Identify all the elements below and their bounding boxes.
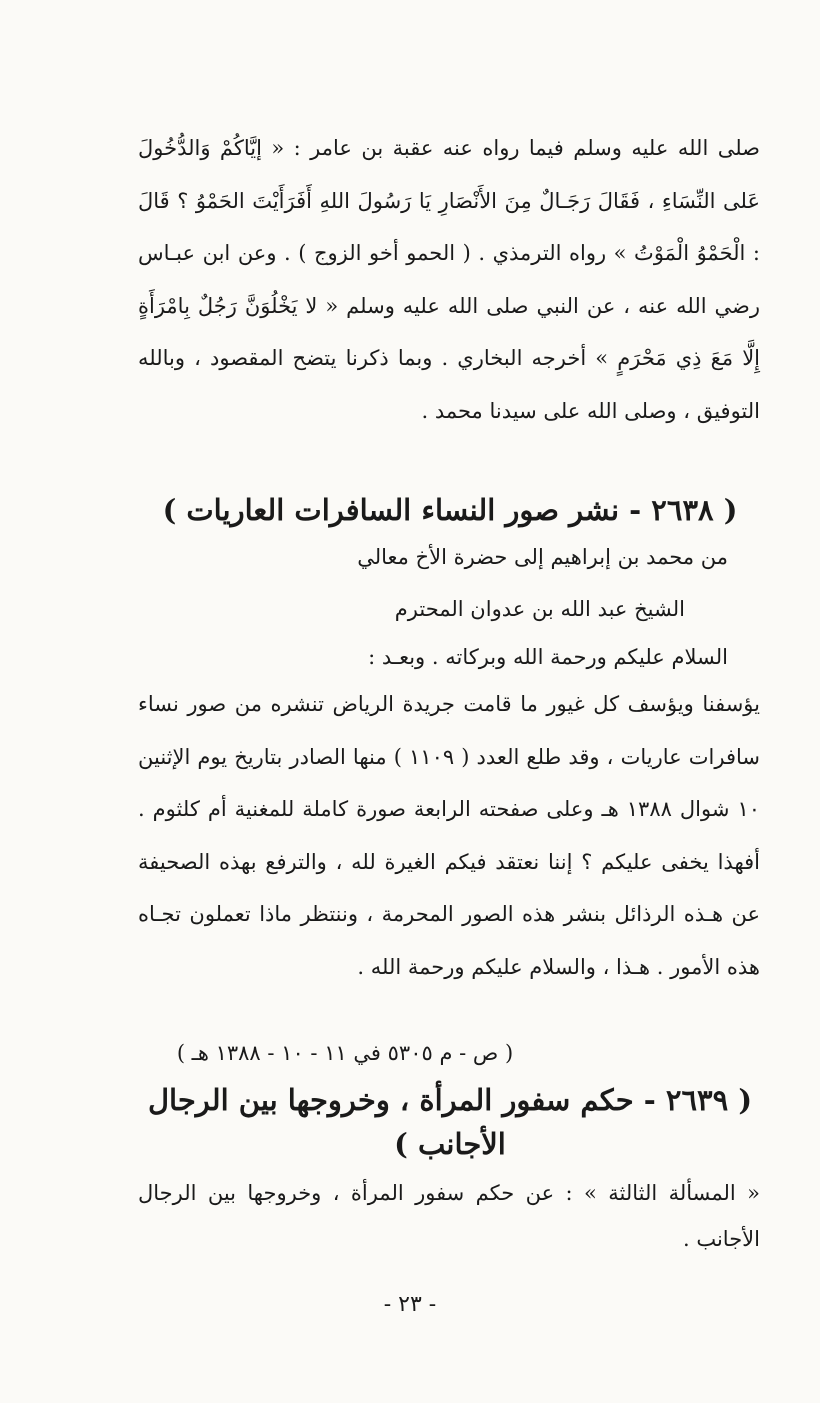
letter-greeting-line: السلام عليكم ورحمة الله وبركاته . وبعـد : [368, 645, 728, 669]
question-text: « المسألة الثالثة » : عن حكم سفور المرأة ، وخروجها بين الرجال الأجانب . [138, 1181, 760, 1251]
page-number: - ٢٣ - [383, 1292, 437, 1317]
letter-from-line: من محمد بن إبراهيم إلى حضرة الأخ معالي [357, 545, 728, 569]
hadith-paragraph: صلى الله عليه وسلم فيما رواه عنه عقبة بن عامر : « إيَّاكُمْ وَالدُّخُولَ عَلى النِّسَاءِ ، فَقَالَ رَجَـالٌ مِنَ الأَنْصَارِ يَا رَسُولَ اللهِ أَفَرَأَيْتَ الحَمْوُ ؟ قَالَ : الْحَمْوُ الْمَوْتُ » رواه الترمذي . ( الحمو أخو الزوج ) . وعن ابن عبـاس رضي الله عنه ، عن النبي صلى الله عليه وسلم « لا يَخْلُوَنَّ رَجُلٌ بِامْرَأَةٍ إِلَّا مَعَ ذِي مَحْرَمٍ » أخرجه البخاري . وبما ذكرنا يتضح المقصود ، وبالله التوفيق ، وصلى الله على سيدنا محمد . [138, 136, 760, 423]
section-heading-2638: ( ٢٦٣٨ - نشر صور النساء السافرات العاريات ) [162, 493, 738, 527]
letter-reference: ( ص - م ٥٣٠٥ في ١١ - ١٠ - ١٣٨٨ هـ ) [176, 1041, 514, 1065]
letter-body: يؤسفنا ويؤسف كل غيور ما قامت جريدة الرياض تنشره من صور نساء سافرات عاريات ، وقد طلع العدد ( ١١٠٩ ) منها الصادر بتاريخ يوم الإثنين ١٠ شوال ١٣٨٨ هـ وعلى صفحته الرابعة صورة كاملة للمغنية أم كلثوم . أفهذا يخفى عليكم ؟ إننا نعتقد فيكم الغيرة لله ، والترفع بهذه الصحيفة عن هـذه الرذائل بنشر هذه الصور المحرمة ، وننتظر ماذا تعملون تجـاه هذه الأمور . هـذا ، والسلام عليكم ورحمة الله . [138, 692, 760, 979]
letter-recipient-line: الشيخ عبد الله بن عدوان المحترم [394, 597, 685, 621]
section-heading-2639: ( ٢٦٣٩ - حكم سفور المرأة ، وخروجها بين الرجال الأجانب ) [147, 1083, 753, 1161]
